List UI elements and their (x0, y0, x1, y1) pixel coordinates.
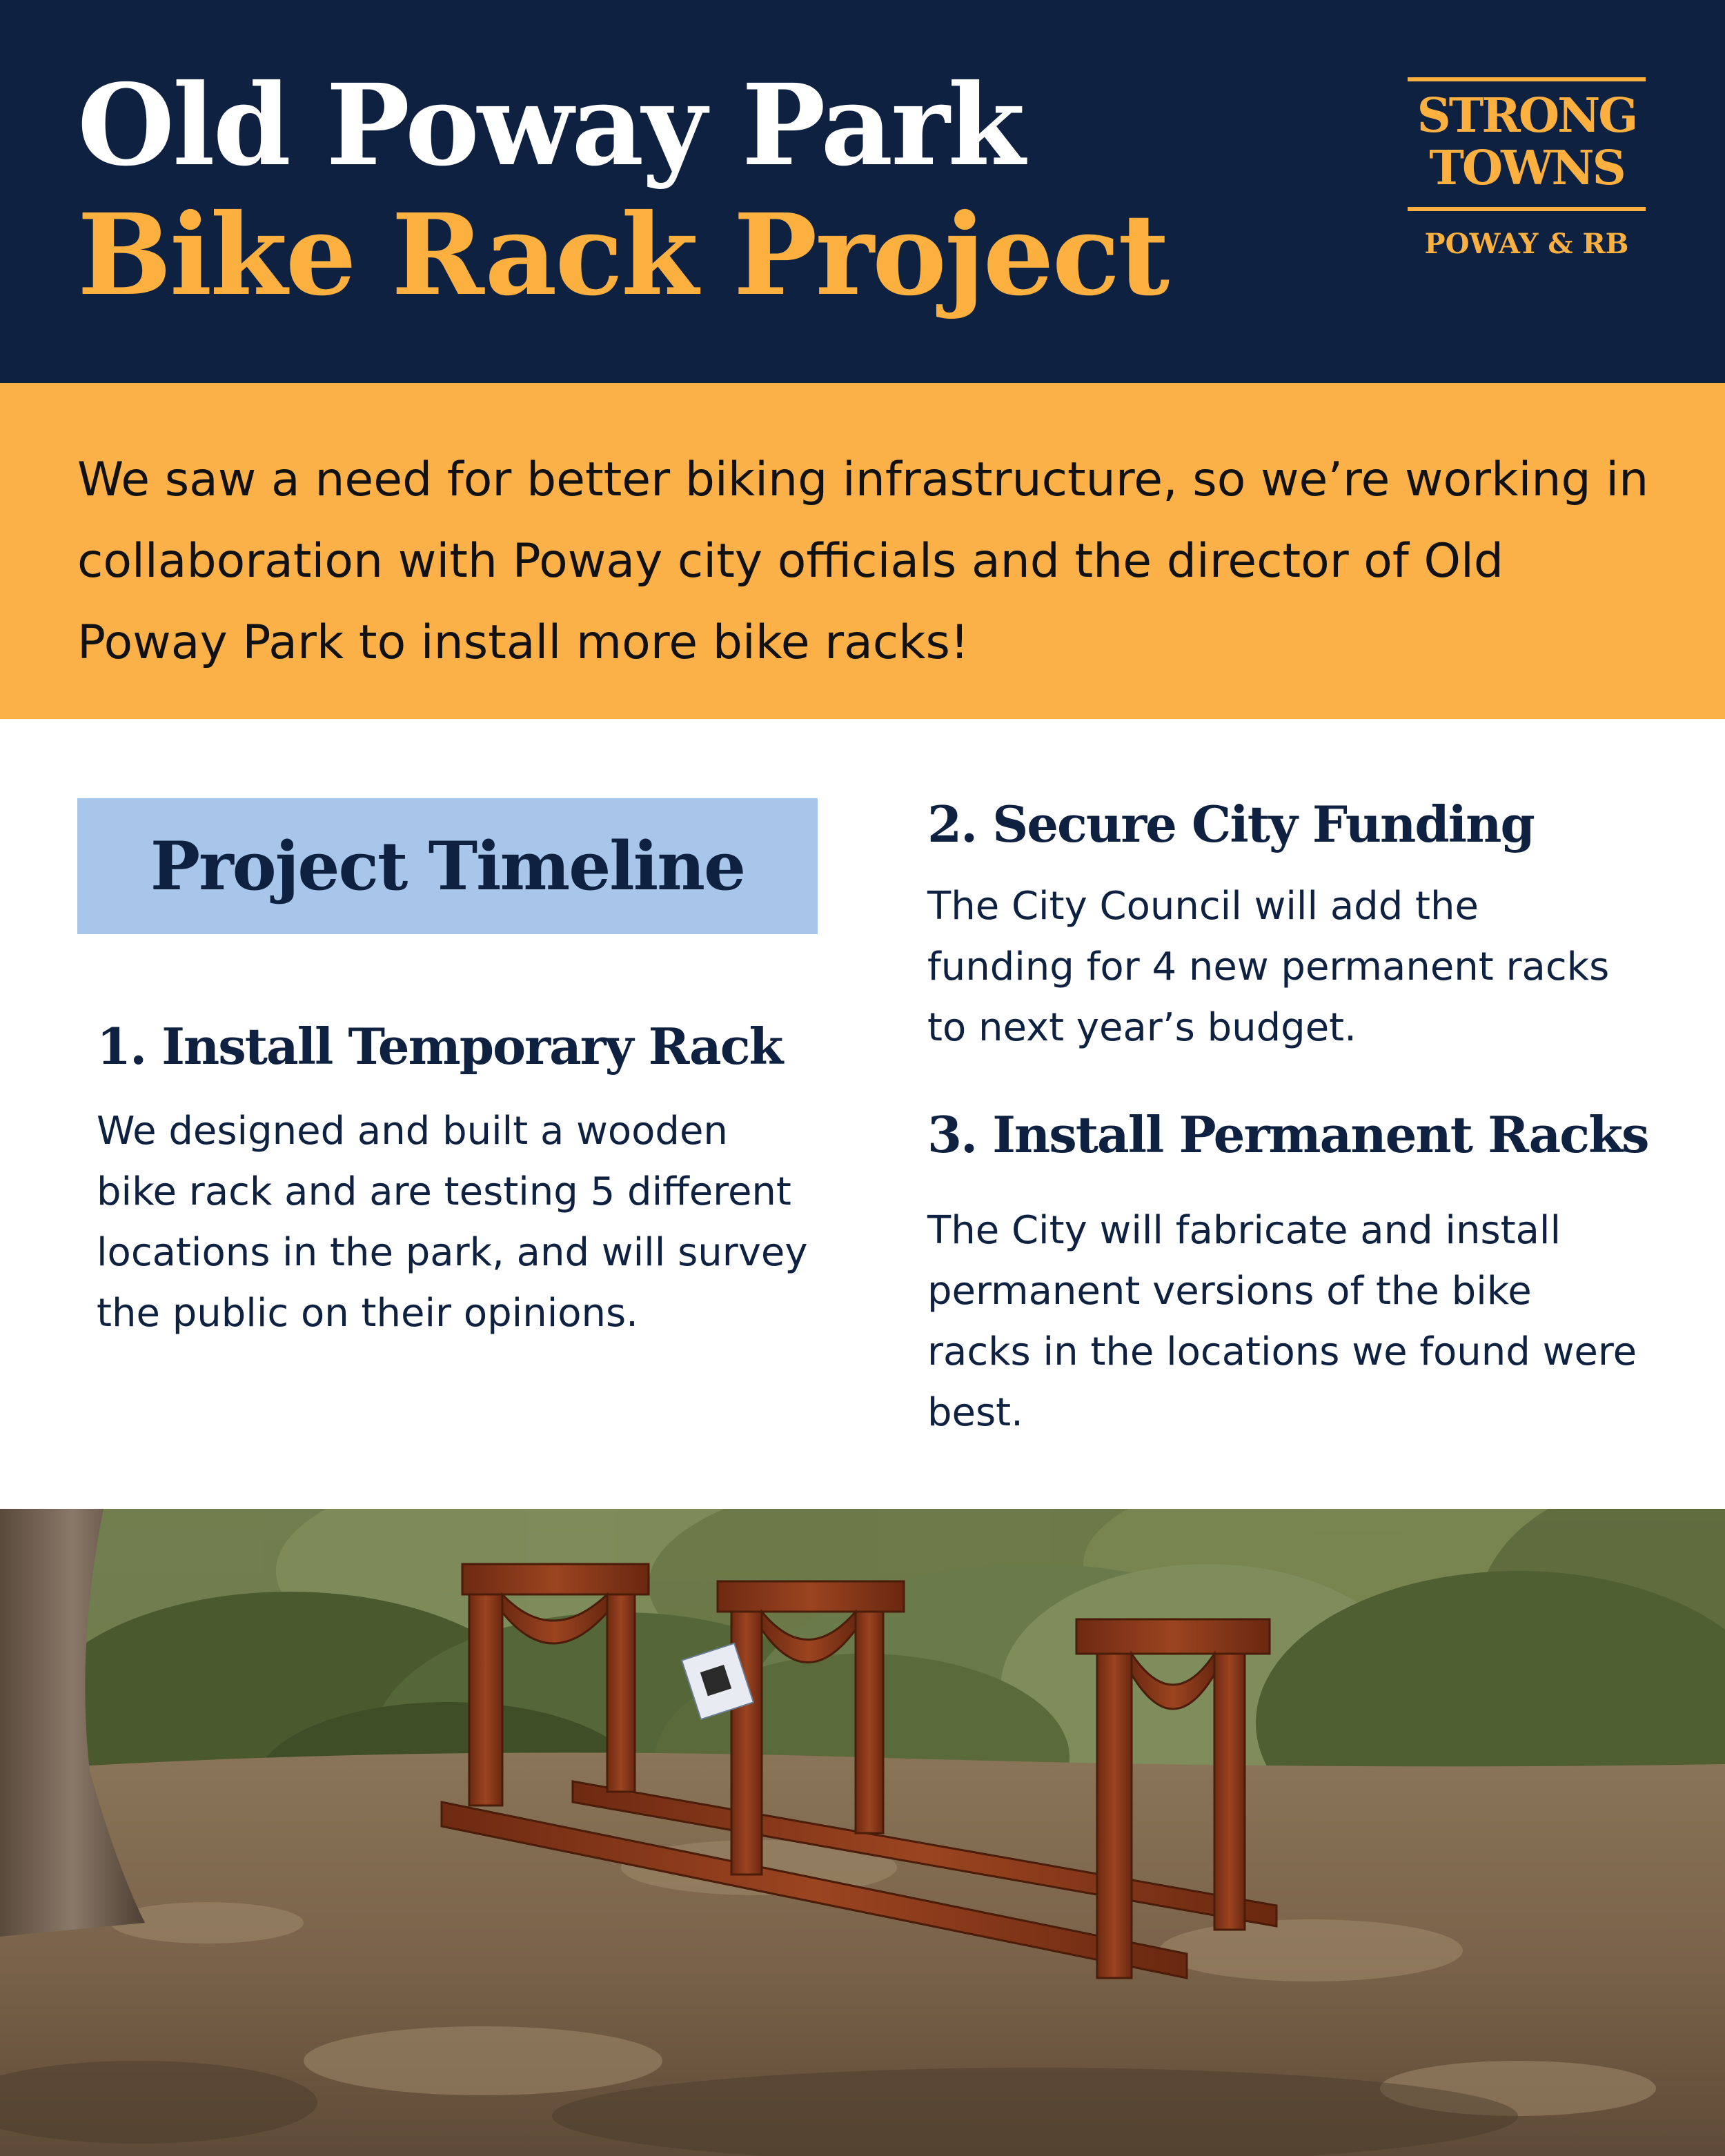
bike-rack-photo (0, 1509, 1725, 2156)
strong-towns-logo (1408, 77, 1646, 264)
step-3-title: 3. Install Permanent Racks (927, 1105, 1648, 1164)
step-2-title: 2. Secure City Funding (927, 795, 1534, 853)
header-banner (0, 0, 1725, 383)
intro-text: We saw a need for better biking infrastructure, so we’re working in collaboration with Poway city officials and the director of Old Poway Park to install more bike racks! (77, 453, 1649, 670)
logo-word-strong: STRONG (1417, 88, 1637, 144)
logo-word-towns: TOWNS (1429, 141, 1624, 196)
logo-bottom-rule (1408, 207, 1646, 211)
logo-subtitle: POWAY & RB (1424, 228, 1629, 260)
step-1-body: We designed and built a wooden bike rack and are testing 5 different locations in the park, and will survey the public on their opinions. (97, 1109, 808, 1336)
timeline-heading: Project Timeline (150, 827, 745, 905)
timeline-heading-box (77, 798, 818, 934)
step-3-body: The City will fabricate and install permanent versions of the bike racks in the locations we found were best. (927, 1208, 1637, 1435)
step-1-title: 1. Install Temporary Rack (97, 1017, 782, 1076)
intro-banner (0, 383, 1725, 719)
step-2-body: The City Council will add the funding for 4 new permanent racks to next year’s budget. (927, 884, 1610, 1050)
title-line-2: Bike Rack Project (77, 190, 1168, 321)
title-line-1: Old Poway Park (77, 60, 1023, 191)
logo-top-rule (1408, 77, 1646, 81)
